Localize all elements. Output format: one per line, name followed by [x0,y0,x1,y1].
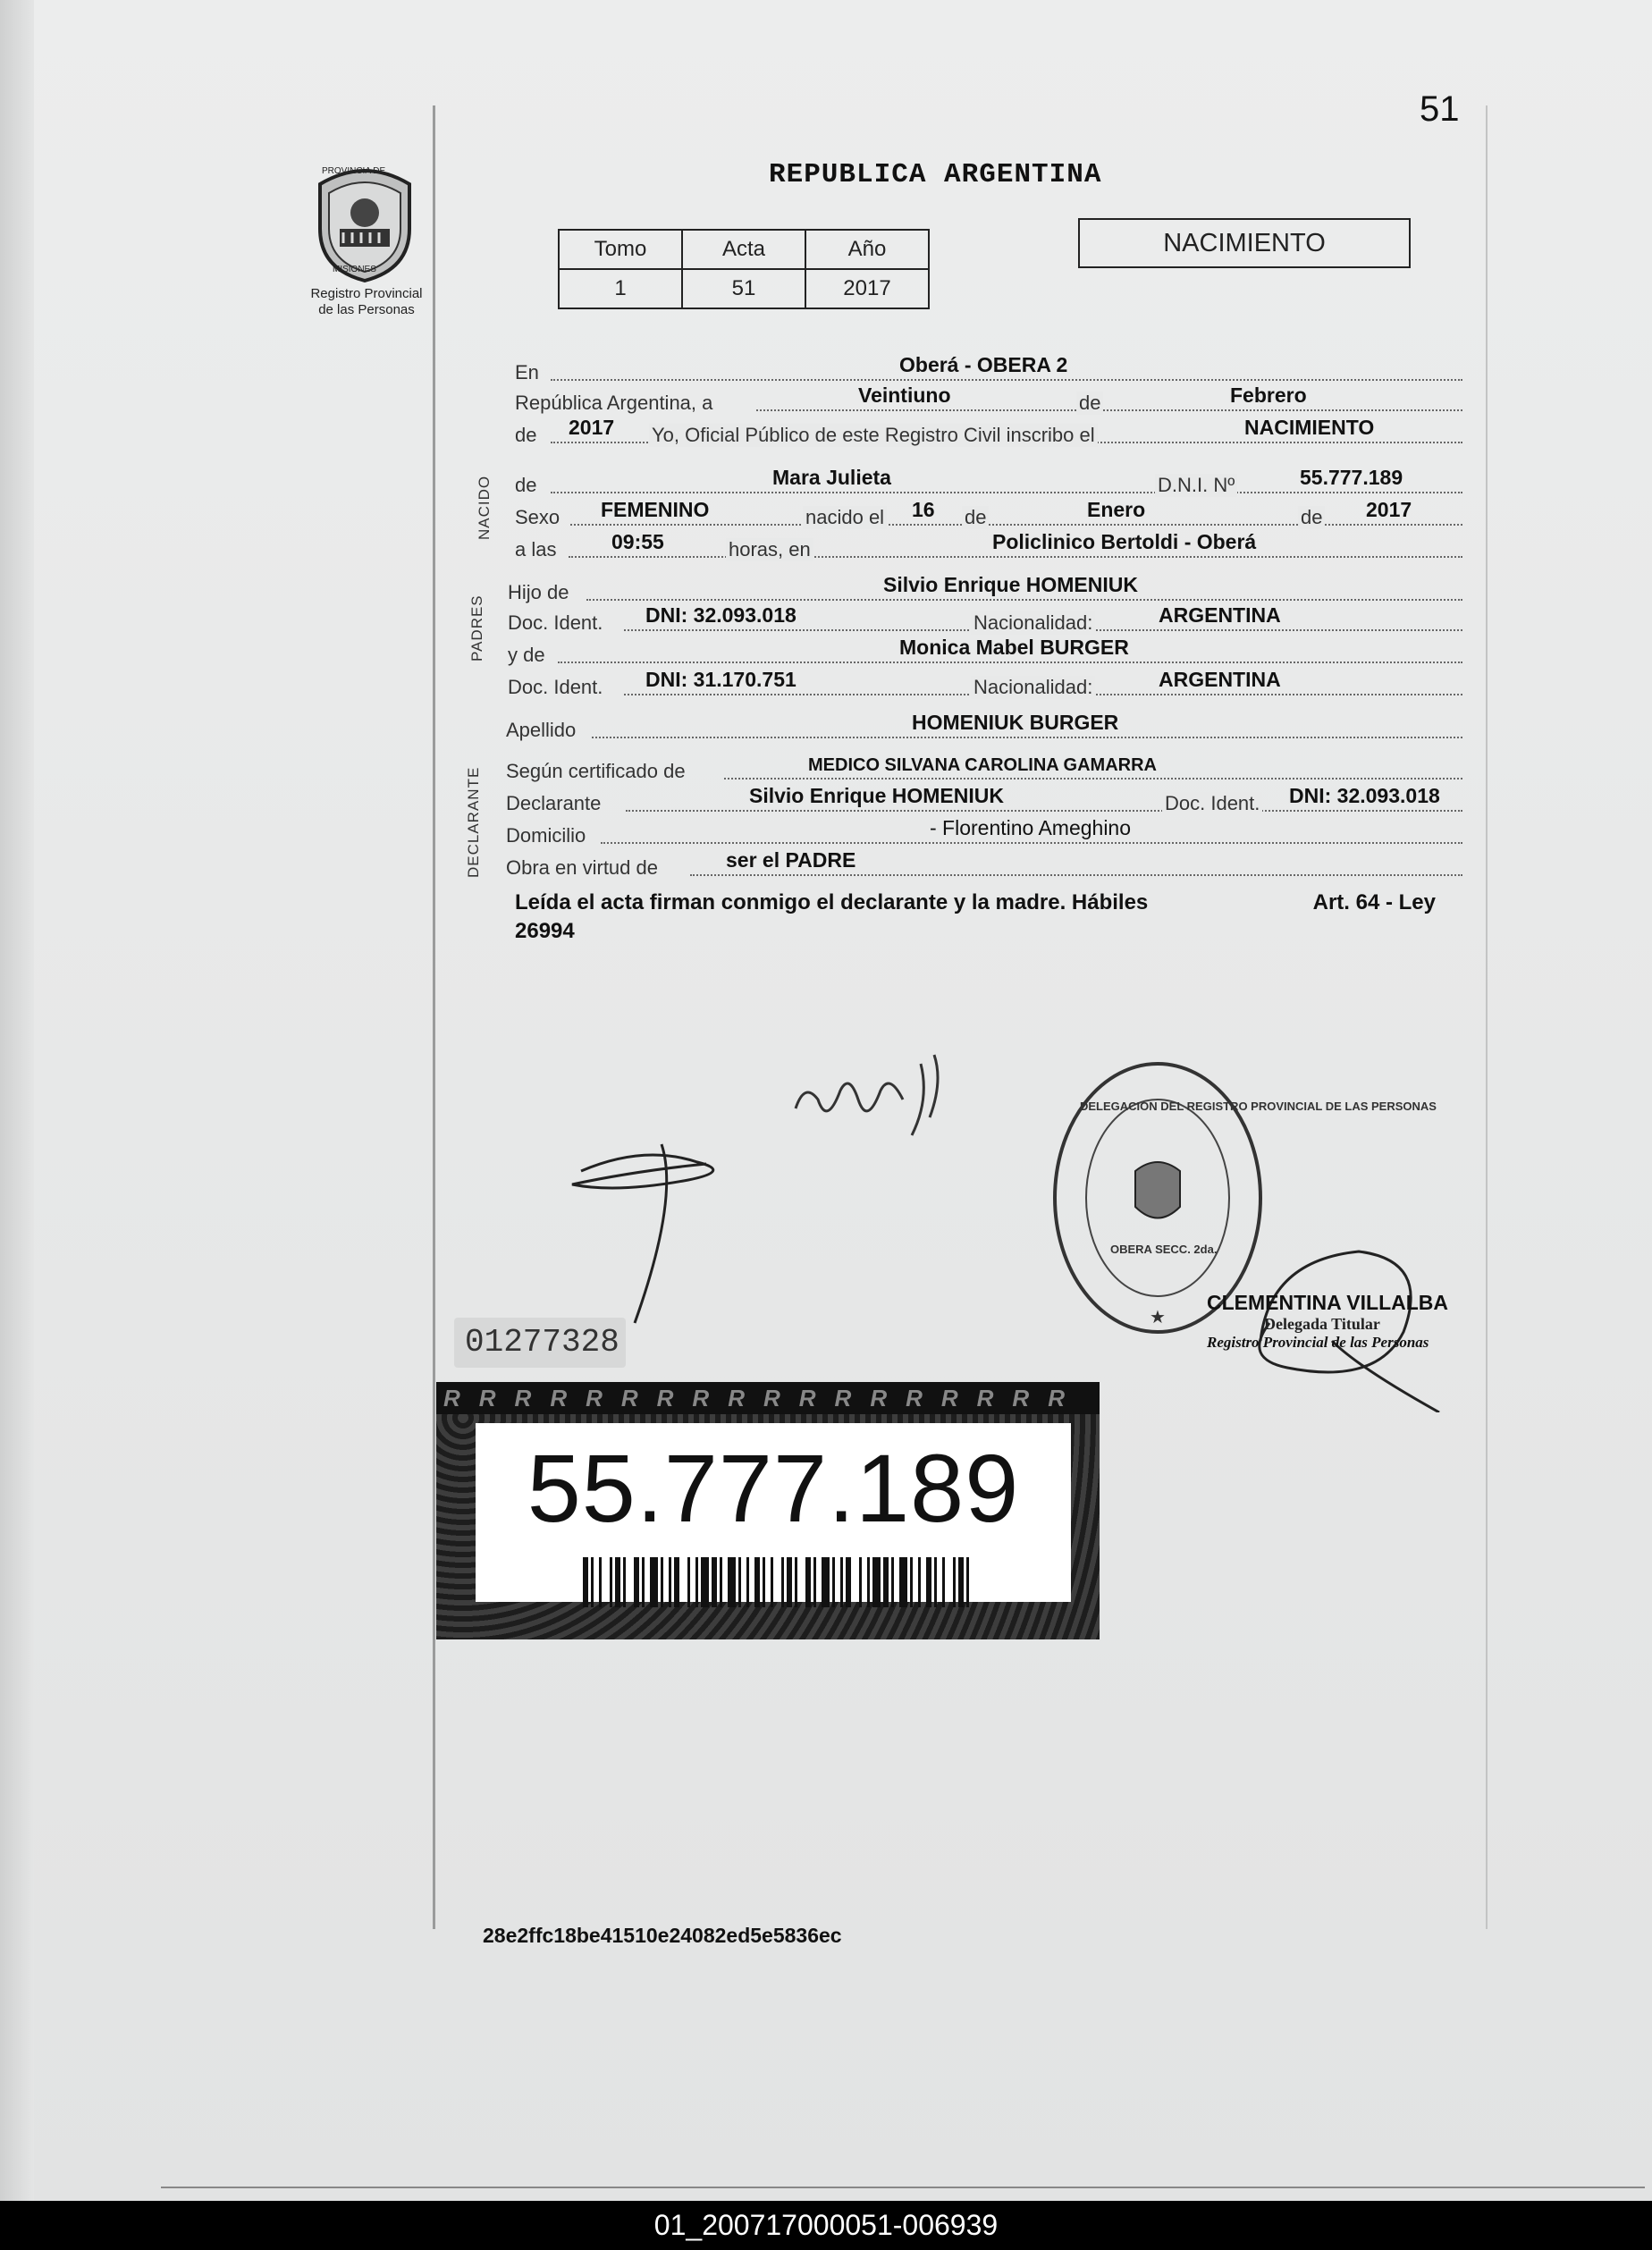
value-sexo: FEMENINO [601,498,710,521]
value-padre: Silvio Enrique HOMENIUK [883,573,1138,596]
value-hora: 09:55 [611,530,664,553]
dots [592,737,1462,738]
stamp-inner-text: OBERA SECC. 2da. [1110,1243,1218,1256]
label-sexo: Sexo [515,506,560,528]
barcode-bar [661,1557,663,1607]
value-virtud: ser el PADRE [726,848,856,872]
value-lugar-nac: Policlinico Bertoldi - Oberá [992,530,1257,553]
barcode-bar [795,1557,797,1607]
value-mes-nac: Enero [1087,498,1146,521]
value-dia-letras: Veintiuno [858,383,951,407]
barcode-bar [883,1557,889,1607]
barcode-bar [728,1557,736,1607]
value-anio-inscripcion: 2017 [569,416,615,439]
line-virtud [506,848,1462,880]
dots [690,874,1462,876]
label-domicilio: Domicilio [506,824,586,847]
dots [756,409,1462,411]
label-obra-en-virtud: Obra en virtud de [506,856,658,879]
barcode-bar [771,1557,773,1607]
barcode-bar [623,1557,626,1607]
value-dia-nac: 16 [912,498,935,521]
act-type-box: NACIMIENTO [1078,218,1411,268]
document-title: REPUBLICA ARGENTINA [769,159,1102,190]
value-acta: 51 [682,269,805,308]
value-lugar: Oberá - OBERA 2 [899,353,1068,376]
barcode-bar [822,1557,830,1607]
label-nacionalidad-1: Nacionalidad: [971,611,1095,635]
barcode-bar [687,1557,690,1607]
label-nacionalidad-2: Nacionalidad: [971,676,1095,699]
barcode-bar [891,1557,894,1607]
dots [551,379,1462,381]
value-madre: Monica Mabel BURGER [899,636,1129,659]
closing-law-number: 26994 [515,919,575,943]
header-anio: Año [805,230,929,269]
scan-edge-shadow [0,0,34,2201]
value-anio: 2017 [805,269,929,308]
label-republica: República Argentina, a [515,392,713,414]
barcode-bar [583,1557,588,1607]
value-mes-inscripcion: Febrero [1230,383,1307,407]
registry-table [558,229,930,309]
dots [551,492,1462,493]
value-nombre: Mara Julieta [772,466,891,489]
barcode-bar [746,1557,749,1607]
crest-caption-line2: de las Personas [318,302,415,317]
line-doc-padre [508,603,1462,635]
label-yo-oficial: Yo, Oficial Público de este Registro Civil inscribo el [649,424,1098,447]
barcode-bar [942,1557,945,1607]
label-dni: D.N.I. Nº [1155,474,1237,497]
serial-number: 01277328 [454,1318,626,1368]
label-en: En [515,361,539,383]
crest-caption-line1: Registro Provincial [310,286,423,301]
barcode-bar [859,1557,862,1607]
barcode-bar [840,1557,843,1607]
barcode-bar [966,1557,969,1607]
svg-text:★: ★ [1150,1308,1166,1327]
dots [626,810,1462,812]
barcode-bar [872,1557,881,1607]
barcode-bar [695,1557,698,1607]
crest-bottom-text: MISIONES [333,265,376,274]
barcode-bar [669,1557,671,1607]
barcode-bar [805,1557,811,1607]
dots [724,778,1462,779]
barcode-bar [910,1557,913,1607]
label-horas-en: horas, en [726,538,813,561]
barcode-bar [720,1557,722,1607]
barcode-bar [918,1557,921,1607]
barcode-bar [712,1557,717,1607]
line-en [515,353,1462,384]
official-role: Delegada Titular [1264,1315,1380,1333]
label-de-mes: de [962,506,989,529]
value-declarante: Silvio Enrique HOMENIUK [749,784,1004,807]
barcode-bar [754,1557,760,1607]
barcode-bar [674,1557,679,1607]
value-declarante-doc: DNI: 32.093.018 [1289,784,1440,807]
label-doc-ident-1: Doc. Ident. [508,611,603,634]
line-doc-madre [508,668,1462,699]
crest-caption [286,286,447,318]
label-hijo-de: Hijo de [508,581,569,603]
barcode-bar [934,1557,937,1607]
label-declarante: Declarante [506,792,602,814]
line-declarante [506,784,1462,815]
document-hash: 28e2ffc18be41510e24082ed5e5836ec [483,1924,842,1947]
barcode-bar [953,1557,956,1607]
value-dni: 55.777.189 [1300,466,1403,489]
barcode-white-panel [476,1423,1071,1602]
official-registry: Registro Provincial de las Personas [1207,1334,1429,1351]
file-footer: 01_200717000051-006939 [0,2201,1652,2250]
value-madre-nac: ARGENTINA [1159,668,1281,691]
barcode-bar [832,1557,835,1607]
security-letter-row: RRRRRRRRRRRRRRRRRR [436,1382,1100,1414]
label-doc-ident-3: Doc. Ident. [1162,792,1262,815]
line-sexo [515,498,1462,529]
label-de2: de [515,424,537,446]
label-doc-ident-2: Doc. Ident. [508,676,603,698]
value-madre-doc: DNI: 31.170.751 [645,668,796,691]
barcode-number: 55.777.189 [527,1434,1020,1542]
barcode-bar [738,1557,741,1607]
dots [601,842,1462,844]
label-de: de [1076,392,1103,415]
official-signature-block [1207,1291,1502,1352]
line-hijo-de [508,573,1462,604]
dots [586,599,1462,601]
section-nacido: NACIDO [476,475,493,540]
line-yo-oficial [515,416,1462,447]
provincial-crest-icon [302,157,427,282]
page-number: 51 [1420,89,1460,129]
barcode-bar [846,1557,851,1607]
barcode-bars-icon [583,1557,976,1607]
label-y-de: y de [508,644,545,666]
barcode-bar [591,1557,594,1607]
barcode-bar [634,1557,639,1607]
label-segun-certificado: Según certificado de [506,760,686,782]
label-apellido: Apellido [506,719,577,741]
line-nombre [515,466,1462,497]
barcode-bar [926,1557,931,1607]
barcode-bar [701,1557,709,1607]
label-de-anio: de [1298,506,1325,529]
barcode-bar [650,1557,658,1607]
barcode-bar [813,1557,816,1607]
line-certificado [506,756,1462,783]
dots [558,662,1462,663]
value-tomo: 1 [559,269,682,308]
closing-statement [515,889,1436,946]
closing-text: Leída el acta firman conmigo el declarante y la madre. Hábiles [515,890,1149,914]
closing-law-ref: Art. 64 - Ley [1312,890,1436,914]
value-certificado: MEDICO SILVANA CAROLINA GAMARRA [808,755,1157,775]
header-tomo: Tomo [559,230,682,269]
label-de-nombre: de [515,474,537,496]
barcode-bar [615,1557,620,1607]
section-declarante: DECLARANTE [465,766,482,878]
barcode-label [436,1382,1100,1639]
value-apellido: HOMENIUK BURGER [912,711,1119,734]
dots [570,524,1462,526]
value-padre-nac: ARGENTINA [1159,603,1281,627]
line-republica [515,383,1462,415]
dots [569,556,1462,558]
mother-signature-icon [778,1046,974,1171]
label-nacido-el: nacido el [803,506,887,529]
line-domicilio [506,816,1462,847]
crest-top-text: PROVINCIA DE [322,166,386,176]
barcode-bar [899,1557,907,1607]
line-apellido [506,711,1462,742]
line-y-de [508,636,1462,667]
line-hora [515,530,1462,561]
value-domicilio: - Florentino Ameghino [930,816,1132,839]
barcode-bar [781,1557,784,1607]
barcode-bar [763,1557,765,1607]
label-a-las: a las [515,538,557,560]
value-padre-doc: DNI: 32.093.018 [645,603,796,627]
barcode-bar [958,1557,964,1607]
barcode-bar [867,1557,870,1607]
header-acta: Acta [682,230,805,269]
official-name: CLEMENTINA VILLALBA [1207,1291,1449,1314]
barcode-bar [642,1557,645,1607]
barcode-bar [599,1557,602,1607]
barcode-bar [787,1557,792,1607]
barcode-bar [610,1557,612,1607]
declarant-signature-icon [563,1108,742,1332]
section-padres: PADRES [468,594,485,662]
value-acto: NACIMIENTO [1244,416,1375,439]
value-anio-nac: 2017 [1366,498,1412,521]
stamp-ring-text: DELEGACION DEL REGISTRO PROVINCIAL DE LAS PERSONAS [1080,1100,1437,1113]
form-sheet-right-edge [1486,105,1488,1929]
